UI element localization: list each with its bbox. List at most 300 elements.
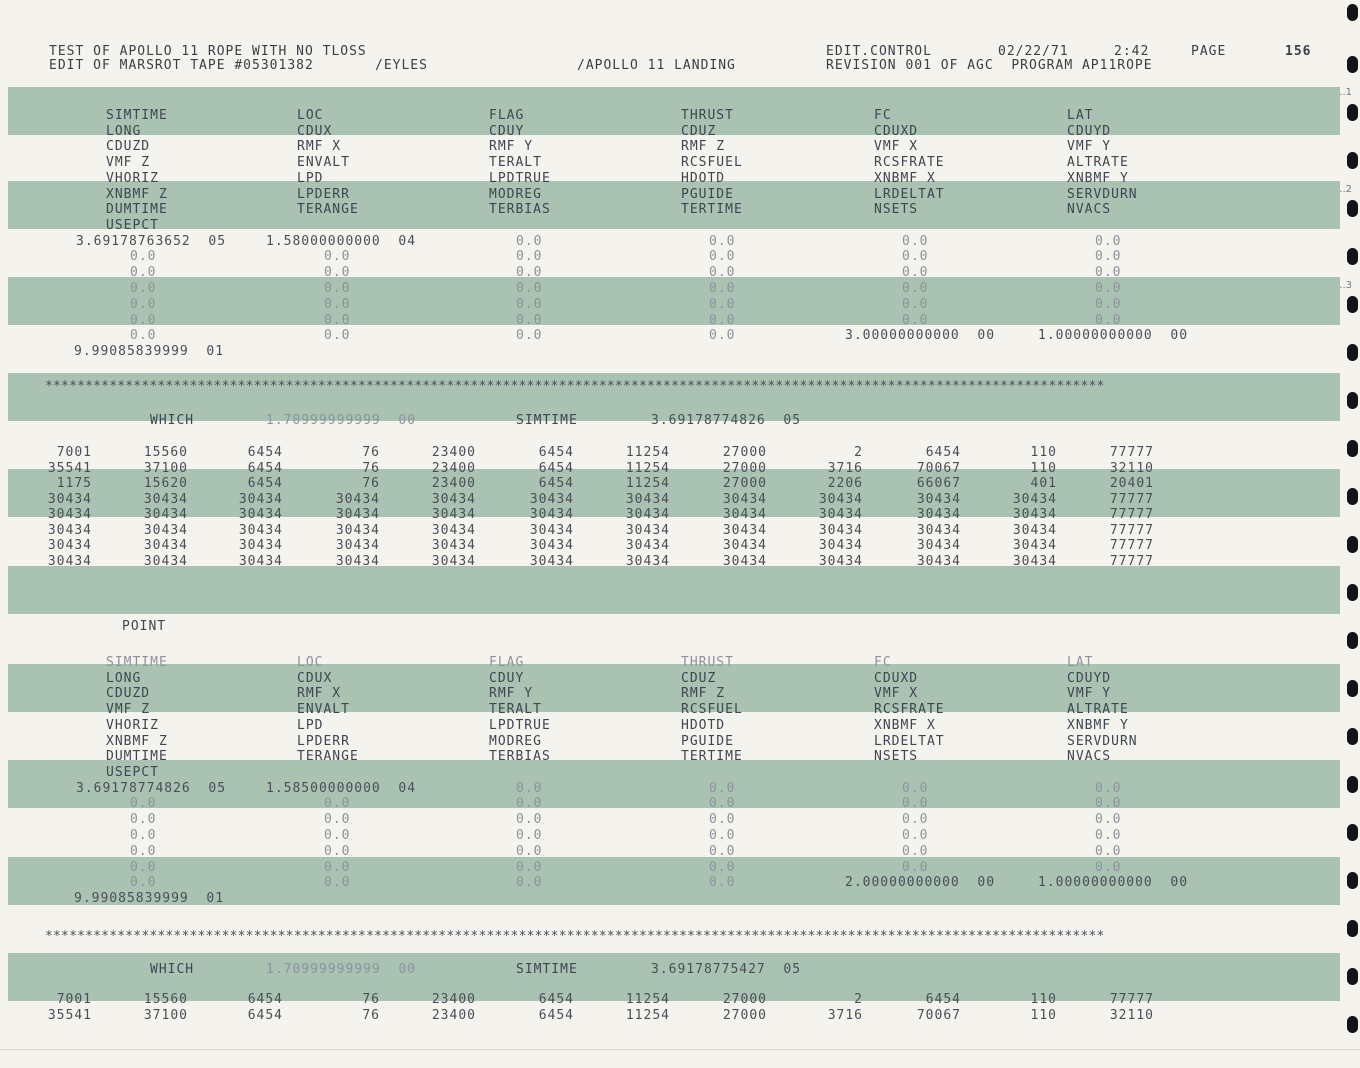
variable-value: 0.0: [324, 296, 351, 312]
octal-cell: 30434: [529, 507, 574, 522]
simtime-label: SIMTIME: [516, 413, 578, 428]
variable-label: LONG: [106, 123, 142, 139]
octal-cell: 15560: [143, 992, 188, 1007]
octal-cell: 1175: [56, 476, 92, 491]
margin-mark: ..1: [1339, 87, 1352, 98]
octal-cell: 6454: [538, 1007, 574, 1023]
octal-cell: 27000: [722, 445, 767, 460]
variable-value: 0.0: [516, 281, 543, 296]
header-page-label: PAGE: [1191, 44, 1227, 59]
variable-label: ALTRATE: [1067, 702, 1129, 718]
octal-cell: 30434: [529, 538, 574, 553]
octal-cell: 30434: [47, 491, 92, 507]
octal-cell: 30434: [238, 553, 283, 569]
octal-cell: 30434: [818, 522, 863, 538]
octal-cell: 76: [362, 1007, 380, 1023]
octal-cell: 37100: [143, 460, 188, 476]
variable-label: XNBMF Z: [106, 186, 168, 202]
variable-label: RMF Y: [489, 686, 534, 702]
variable-value: 0.0: [1095, 281, 1122, 296]
variable-label: RCSFRATE: [874, 155, 945, 171]
octal-cell: 401: [1030, 476, 1057, 491]
variable-value: 0.0: [902, 859, 929, 875]
variable-value: 0.0: [709, 281, 736, 296]
green-band: [8, 664, 1340, 712]
which-value: 1.70999999999 00: [266, 413, 417, 428]
sprocket-hole: [1347, 776, 1358, 793]
variable-value: 0.0: [324, 796, 351, 812]
variable-label: THRUST: [681, 655, 734, 670]
margin-mark: ..2: [1339, 184, 1352, 195]
octal-cell: 30434: [625, 507, 670, 522]
variable-label: CDUZD: [106, 139, 151, 155]
variable-label: HDOTD: [681, 717, 726, 733]
variable-label: RCSFUEL: [681, 155, 743, 171]
octal-cell: 2: [854, 992, 863, 1007]
variable-value: 0.0: [324, 843, 351, 859]
variable-label: LPDTRUE: [489, 717, 551, 733]
variable-value: 0.0: [516, 312, 543, 328]
variable-value: 0.0: [902, 233, 929, 249]
variable-label: TERTIME: [681, 749, 743, 765]
green-band: [8, 277, 1340, 325]
variable-value: 1.00000000000 00: [1038, 875, 1189, 891]
variable-label: ENVALT: [297, 702, 350, 718]
octal-cell: 77777: [1109, 992, 1154, 1007]
octal-cell: 30434: [143, 491, 188, 507]
variable-label: NSETS: [874, 749, 919, 765]
variable-label: LAT: [1067, 108, 1094, 123]
green-band: [8, 181, 1340, 229]
variable-label: LPDTRUE: [489, 170, 551, 186]
octal-cell: 30434: [431, 538, 476, 553]
perforation-line: [0, 1049, 1360, 1050]
variable-label: LRDELTAT: [874, 186, 945, 202]
variable-value: 0.0: [130, 249, 157, 265]
sprocket-hole: [1347, 536, 1358, 553]
octal-cell: 23400: [431, 445, 476, 460]
sprocket-hole: [1347, 488, 1358, 505]
variable-label: CDUYD: [1067, 670, 1112, 686]
sprocket-hole: [1347, 440, 1358, 457]
octal-cell: 6454: [247, 460, 283, 476]
variable-value: 0.0: [902, 812, 929, 828]
variable-value: 0.0: [1095, 796, 1122, 812]
octal-cell: 23400: [431, 1007, 476, 1023]
octal-cell: 30434: [818, 507, 863, 522]
variable-value: 0.0: [516, 843, 543, 859]
variable-value: 0.0: [324, 265, 351, 281]
variable-value: 0.0: [516, 859, 543, 875]
sprocket-hole: [1347, 824, 1358, 841]
variable-label: CDUZ: [681, 123, 717, 139]
which-label: WHICH: [150, 413, 195, 428]
octal-cell: 30434: [916, 538, 961, 553]
variable-value: 0.0: [324, 828, 351, 843]
variable-label: VMF Z: [106, 702, 151, 718]
sprocket-hole: [1347, 296, 1358, 313]
variable-value: 0.0: [902, 828, 929, 843]
variable-value: 0.0: [130, 265, 157, 281]
octal-cell: 30434: [1012, 491, 1057, 507]
variable-value: 0.0: [902, 249, 929, 265]
sprocket-hole: [1347, 4, 1358, 21]
octal-cell: 11254: [625, 1007, 670, 1023]
octal-cell: 32110: [1109, 1007, 1154, 1023]
variable-label: VHORIZ: [106, 170, 159, 186]
variable-value: 0.0: [324, 312, 351, 328]
variable-label: CDUZ: [681, 670, 717, 686]
header-date: 02/22/71: [998, 44, 1069, 59]
octal-cell: 110: [1030, 1007, 1057, 1023]
variable-value: 2.00000000000 00: [845, 875, 996, 891]
variable-label: CDUY: [489, 123, 525, 139]
variable-value: 0.0: [902, 265, 929, 281]
octal-cell: 32110: [1109, 460, 1154, 476]
octal-cell: 30434: [625, 491, 670, 507]
header-mission: /APOLLO 11 LANDING: [577, 58, 736, 73]
variable-label: RMF Y: [489, 139, 534, 155]
variable-label: TERANGE: [297, 749, 359, 765]
variable-value: 0.0: [1095, 233, 1122, 249]
octal-cell: 77777: [1109, 507, 1154, 522]
octal-cell: 30434: [722, 491, 767, 507]
sprocket-hole: [1347, 728, 1358, 745]
variable-value: 0.0: [130, 812, 157, 828]
variable-label: FLAG: [489, 108, 525, 123]
octal-cell: 11254: [625, 992, 670, 1007]
octal-cell: 15620: [143, 476, 188, 491]
variable-label: LPD: [297, 717, 324, 733]
simtime-value: 3.69178775427 05: [651, 962, 802, 977]
sprocket-hole: [1347, 248, 1358, 265]
variable-value: 0.0: [516, 296, 543, 312]
octal-cell: 30434: [916, 507, 961, 522]
octal-cell: 30434: [238, 491, 283, 507]
simtime-label: SIMTIME: [516, 962, 578, 977]
sprocket-hole: [1347, 584, 1358, 601]
variable-value: 1.00000000000 00: [1038, 328, 1189, 344]
octal-cell: 30434: [335, 522, 380, 538]
variable-label: ALTRATE: [1067, 155, 1129, 171]
usepct-value: 9.99085839999 01: [74, 344, 225, 360]
octal-cell: 30434: [916, 491, 961, 507]
octal-cell: 3716: [827, 460, 863, 476]
octal-cell: 30434: [431, 522, 476, 538]
variable-value: 3.69178774826 05: [76, 780, 227, 796]
octal-cell: 30434: [47, 553, 92, 569]
variable-label: FC: [874, 655, 892, 670]
variable-label: CDUXD: [874, 670, 919, 686]
octal-cell: 6454: [538, 992, 574, 1007]
variable-label: THRUST: [681, 108, 734, 123]
octal-cell: 30434: [529, 491, 574, 507]
variable-label: USEPCT: [106, 217, 159, 233]
octal-cell: 30434: [916, 553, 961, 569]
octal-cell: 23400: [431, 476, 476, 491]
octal-cell: 11254: [625, 445, 670, 460]
sprocket-hole: [1347, 344, 1358, 361]
variable-value: 0.0: [1095, 859, 1122, 875]
variable-label: CDUZD: [106, 686, 151, 702]
variable-value: 0.0: [1095, 249, 1122, 265]
usepct-value: 9.99085839999 01: [74, 891, 225, 907]
octal-cell: 27000: [722, 1007, 767, 1023]
variable-label: TERBIAS: [489, 202, 551, 218]
variable-value: 0.0: [516, 780, 543, 796]
variable-value: 0.0: [709, 796, 736, 812]
variable-label: RMF X: [297, 139, 342, 155]
simtime-value: 3.69178774826 05: [651, 413, 802, 428]
variable-label: VMF Z: [106, 155, 151, 171]
variable-value: 0.0: [709, 233, 736, 249]
octal-cell: 30434: [143, 507, 188, 522]
variable-label: LOC: [297, 655, 324, 670]
header-title: TEST OF APOLLO 11 ROPE WITH NO TLOSS: [49, 44, 367, 59]
octal-cell: 6454: [247, 476, 283, 491]
variable-label: LRDELTAT: [874, 733, 945, 749]
variable-value: 0.0: [324, 249, 351, 265]
variable-label: RCSFRATE: [874, 702, 945, 718]
variable-label: XNBMF Z: [106, 733, 168, 749]
variable-label: RCSFUEL: [681, 702, 743, 718]
octal-cell: 6454: [247, 1007, 283, 1023]
variable-value: 0.0: [902, 296, 929, 312]
octal-cell: 35541: [47, 460, 92, 476]
octal-cell: 30434: [722, 522, 767, 538]
variable-value: 0.0: [1095, 312, 1122, 328]
variable-label: SERVDURN: [1067, 186, 1138, 202]
variable-value: 0.0: [902, 780, 929, 796]
variable-value: 0.0: [1095, 296, 1122, 312]
variable-label: TERANGE: [297, 202, 359, 218]
octal-cell: 30434: [625, 538, 670, 553]
octal-cell: 7001: [56, 445, 92, 460]
octal-cell: 30434: [335, 553, 380, 569]
octal-cell: 30434: [1012, 507, 1057, 522]
octal-cell: 30434: [335, 507, 380, 522]
octal-cell: 6454: [538, 460, 574, 476]
asterisk-separator: ************************************************************************************************************************************: [45, 379, 1105, 394]
octal-cell: 110: [1030, 992, 1057, 1007]
variable-label: NVACS: [1067, 749, 1112, 765]
octal-cell: 6454: [538, 476, 574, 491]
octal-cell: 30434: [722, 507, 767, 522]
octal-cell: 30434: [238, 507, 283, 522]
variable-label: PGUIDE: [681, 186, 734, 202]
variable-value: 0.0: [1095, 265, 1122, 281]
variable-value: 0.0: [324, 859, 351, 875]
variable-value: 0.0: [709, 812, 736, 828]
variable-value: 0.0: [1095, 812, 1122, 828]
green-band: [8, 87, 1340, 135]
octal-cell: 30434: [431, 491, 476, 507]
variable-value: 0.0: [516, 812, 543, 828]
variable-value: 3.00000000000 00: [845, 328, 996, 344]
variable-value: 0.0: [516, 328, 543, 344]
octal-cell: 30434: [335, 491, 380, 507]
octal-cell: 27000: [722, 476, 767, 491]
octal-cell: 77777: [1109, 553, 1154, 569]
which-value: 1.70999999999 00: [266, 962, 417, 977]
variable-value: 0.0: [1095, 828, 1122, 843]
header-user: /EYLES: [375, 58, 428, 73]
variable-label: PGUIDE: [681, 733, 734, 749]
variable-label: LOC: [297, 108, 324, 123]
variable-label: RMF X: [297, 686, 342, 702]
variable-label: FC: [874, 108, 892, 123]
margin-mark: ..3: [1339, 280, 1352, 291]
green-band: [8, 566, 1340, 614]
variable-value: 0.0: [709, 859, 736, 875]
variable-label: TERBIAS: [489, 749, 551, 765]
octal-cell: 30434: [818, 553, 863, 569]
octal-cell: 30434: [625, 553, 670, 569]
octal-cell: 6454: [247, 445, 283, 460]
variable-value: 0.0: [516, 265, 543, 281]
variable-value: 0.0: [130, 312, 157, 328]
variable-label: MODREG: [489, 733, 542, 749]
variable-label: VMF X: [874, 139, 919, 155]
octal-cell: 23400: [431, 460, 476, 476]
octal-cell: 6454: [925, 992, 961, 1007]
sprocket-hole: [1347, 920, 1358, 937]
variable-label: CDUYD: [1067, 123, 1112, 139]
octal-cell: 70067: [916, 460, 961, 476]
octal-cell: 2206: [827, 476, 863, 491]
variable-value: 0.0: [130, 859, 157, 875]
variable-label: NVACS: [1067, 202, 1112, 218]
octal-cell: 3716: [827, 1007, 863, 1023]
variable-label: CDUX: [297, 123, 333, 139]
variable-label: ENVALT: [297, 155, 350, 171]
point-label: POINT: [122, 619, 167, 634]
variable-value: 0.0: [902, 312, 929, 328]
octal-cell: 27000: [722, 460, 767, 476]
octal-cell: 30434: [335, 538, 380, 553]
octal-cell: 77777: [1109, 491, 1154, 507]
header-page-number: 156: [1285, 44, 1312, 59]
variable-label: TERTIME: [681, 202, 743, 218]
variable-value: 0.0: [516, 796, 543, 812]
sprocket-hole: [1347, 152, 1358, 169]
variable-value: 0.0: [516, 233, 543, 249]
variable-label: TERALT: [489, 702, 542, 718]
sprocket-hole: [1347, 1016, 1358, 1033]
variable-label: TERALT: [489, 155, 542, 171]
octal-cell: 6454: [247, 992, 283, 1007]
variable-value: 0.0: [324, 812, 351, 828]
variable-value: 0.0: [709, 875, 736, 891]
variable-label: VMF Y: [1067, 139, 1112, 155]
variable-label: VMF Y: [1067, 686, 1112, 702]
variable-value: 0.0: [709, 265, 736, 281]
octal-cell: 30434: [818, 491, 863, 507]
octal-cell: 2: [854, 445, 863, 460]
variable-value: 0.0: [1095, 780, 1122, 796]
sprocket-hole: [1347, 680, 1358, 697]
sprocket-hole: [1347, 56, 1358, 73]
variable-label: XNBMF Y: [1067, 717, 1129, 733]
variable-value: 0.0: [709, 843, 736, 859]
variable-value: 0.0: [516, 249, 543, 265]
variable-value: 1.58500000000 04: [266, 780, 417, 796]
sprocket-hole: [1347, 104, 1358, 121]
variable-value: 0.0: [709, 312, 736, 328]
variable-label: DUMTIME: [106, 749, 168, 765]
variable-value: 0.0: [130, 796, 157, 812]
octal-cell: 30434: [1012, 538, 1057, 553]
octal-cell: 6454: [925, 445, 961, 460]
octal-cell: 30434: [722, 553, 767, 569]
variable-label: DUMTIME: [106, 202, 168, 218]
which-label: WHICH: [150, 962, 195, 977]
variable-label: LAT: [1067, 655, 1094, 670]
variable-value: 0.0: [324, 281, 351, 296]
variable-value: 0.0: [516, 875, 543, 891]
variable-label: VHORIZ: [106, 717, 159, 733]
octal-cell: 30434: [529, 553, 574, 569]
octal-cell: 15560: [143, 445, 188, 460]
variable-label: XNBMF Y: [1067, 170, 1129, 186]
octal-cell: 30434: [625, 522, 670, 538]
variable-label: MODREG: [489, 186, 542, 202]
variable-value: 0.0: [709, 780, 736, 796]
asterisk-separator: ************************************************************************************************************************************: [45, 929, 1105, 944]
variable-value: 0.0: [130, 875, 157, 891]
header-time: 2:42: [1114, 44, 1150, 59]
octal-cell: 30434: [143, 553, 188, 569]
variable-label: SERVDURN: [1067, 733, 1138, 749]
variable-value: 0.0: [130, 328, 157, 344]
octal-cell: 30434: [431, 507, 476, 522]
variable-value: 0.0: [902, 843, 929, 859]
sprocket-hole: [1347, 872, 1358, 889]
variable-label: USEPCT: [106, 764, 159, 780]
variable-label: SIMTIME: [106, 108, 168, 123]
octal-cell: 77777: [1109, 538, 1154, 553]
variable-label: XNBMF X: [874, 170, 936, 186]
octal-cell: 66067: [916, 476, 961, 491]
octal-cell: 37100: [143, 1007, 188, 1023]
octal-cell: 30434: [47, 538, 92, 553]
variable-value: 0.0: [709, 296, 736, 312]
octal-cell: 30434: [1012, 522, 1057, 538]
sprocket-hole: [1347, 968, 1358, 985]
octal-cell: 76: [362, 992, 380, 1007]
octal-cell: 30434: [47, 522, 92, 538]
variable-label: LPD: [297, 170, 324, 186]
variable-label: RMF Z: [681, 686, 726, 702]
header-tape: EDIT OF MARSROT TAPE #05301382: [49, 58, 314, 73]
variable-label: XNBMF X: [874, 717, 936, 733]
octal-cell: 27000: [722, 992, 767, 1007]
octal-cell: 110: [1030, 445, 1057, 460]
octal-cell: 30434: [818, 538, 863, 553]
octal-cell: 30434: [143, 522, 188, 538]
octal-cell: 11254: [625, 476, 670, 491]
variable-value: 0.0: [902, 796, 929, 812]
variable-label: LPDERR: [297, 186, 350, 202]
octal-cell: 76: [362, 445, 380, 460]
octal-cell: 30434: [431, 553, 476, 569]
variable-label: CDUX: [297, 670, 333, 686]
variable-value: 0.0: [709, 328, 736, 344]
variable-label: CDUXD: [874, 123, 919, 139]
variable-label: LONG: [106, 670, 142, 686]
octal-cell: 70067: [916, 1007, 961, 1023]
variable-value: 0.0: [130, 843, 157, 859]
